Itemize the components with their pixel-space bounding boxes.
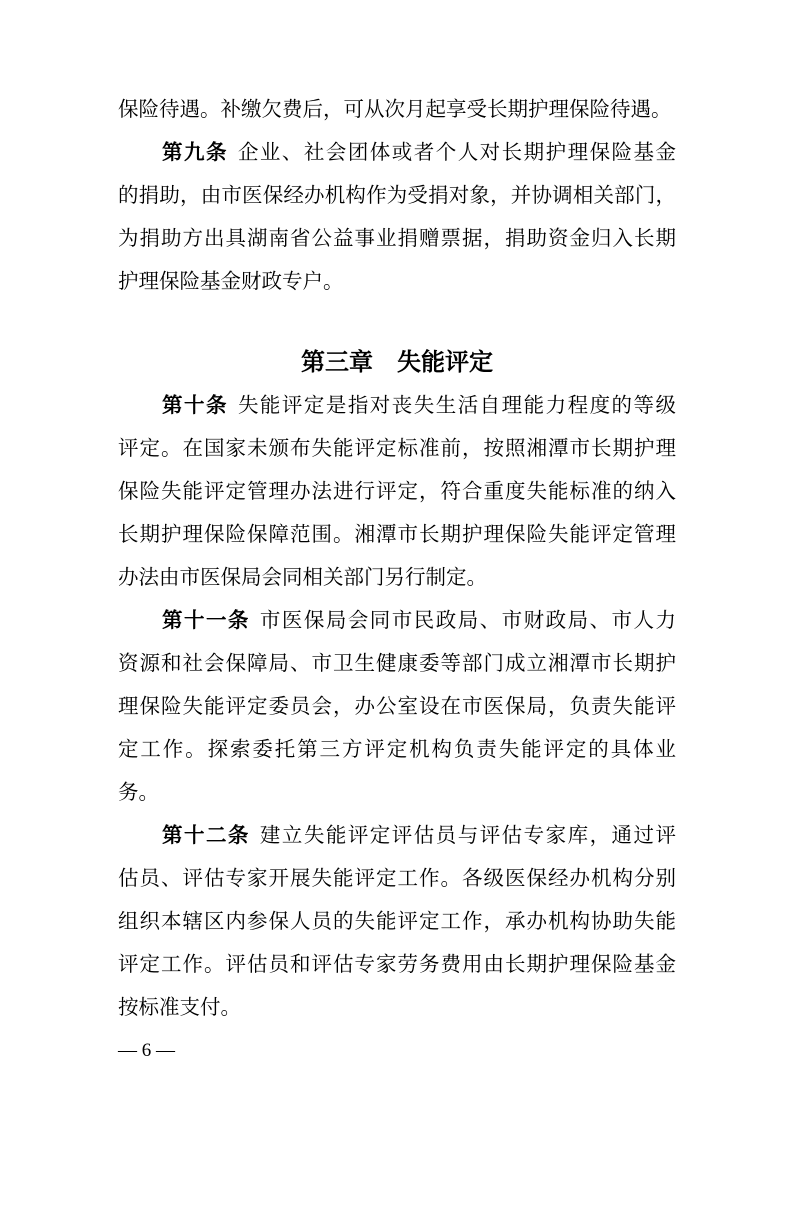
line-text: 评定工作。评估员和评估专家劳务费用由长期护理保险基金	[118, 954, 676, 976]
line-text: 资源和社会保障局、市卫生健康委等部门成立湘潭市长期护	[118, 653, 676, 675]
article-number-label: 第十条	[162, 395, 228, 417]
line-text: 组织本辖区内参保人员的失能评定工作，承办机构协助失能	[118, 911, 676, 933]
line-text: 定工作。探索委托第三方评定机构负责失能评定的具体业	[118, 739, 676, 761]
text-line	[118, 557, 676, 600]
text-line	[118, 643, 676, 686]
text-line	[118, 218, 676, 261]
text-line	[118, 514, 676, 557]
line-text: 为捐助方出具湖南省公益事业捐赠票据，捐助资金归入长期	[118, 228, 676, 250]
text-line	[118, 815, 676, 858]
text-line	[118, 729, 676, 772]
text-line	[118, 428, 676, 471]
text-line	[118, 944, 676, 987]
text-line	[118, 600, 676, 643]
line-text: 长期护理保险保障范围。湘潭市长期护理保险失能评定管理	[118, 524, 676, 546]
text-line	[118, 261, 676, 304]
line-text: 失能评定是指对丧失生活自理能力程度的等级	[237, 395, 677, 417]
line-text: 按标准支付。	[118, 997, 241, 1019]
article-number-label: 第十一条	[162, 610, 250, 632]
text-line	[118, 132, 676, 175]
line-text: 保险失能评定管理办法进行评定，符合重度失能标准的纳入	[118, 481, 676, 503]
page-number: — 6 —	[118, 1040, 175, 1061]
line-text: 护理保险基金财政专户。	[118, 271, 344, 293]
line-text: 市医保局会同市民政局、市财政局、市人力	[259, 610, 677, 632]
chapter-heading: 第三章 失能评定	[301, 350, 493, 376]
text-line	[118, 385, 676, 428]
text-line	[118, 686, 676, 729]
article-number-label: 第九条	[162, 142, 228, 164]
line-text: 务。	[118, 782, 159, 804]
text-line	[118, 471, 676, 514]
line-text: 办法由市医保局会同相关部门另行制定。	[118, 567, 487, 589]
line-text: 建立失能评定评估员与评估专家库，通过评	[259, 825, 677, 847]
line-text: 的捐助，由市医保经办机构作为受捐对象，并协调相关部门，	[118, 185, 676, 207]
text-line	[118, 858, 676, 901]
line-text: 理保险失能评定委员会，办公室设在市医保局，负责失能评	[118, 696, 676, 718]
line-text: 保险待遇。补缴欠费后，可从次月起享受长期护理保险待遇。	[118, 99, 672, 121]
text-line	[118, 89, 676, 132]
line-text: 企业、社会团体或者个人对长期护理保险基金	[237, 142, 677, 164]
line-text: 评定。在国家未颁布失能评定标准前，按照湘潭市长期护理	[118, 438, 676, 460]
text-line	[118, 175, 676, 218]
text-line	[118, 987, 676, 1030]
text-line	[118, 772, 676, 815]
line-text: 估员、评估专家开展失能评定工作。各级医保经办机构分别	[118, 868, 676, 890]
article-number-label: 第十二条	[162, 825, 250, 847]
text-line	[118, 901, 676, 944]
